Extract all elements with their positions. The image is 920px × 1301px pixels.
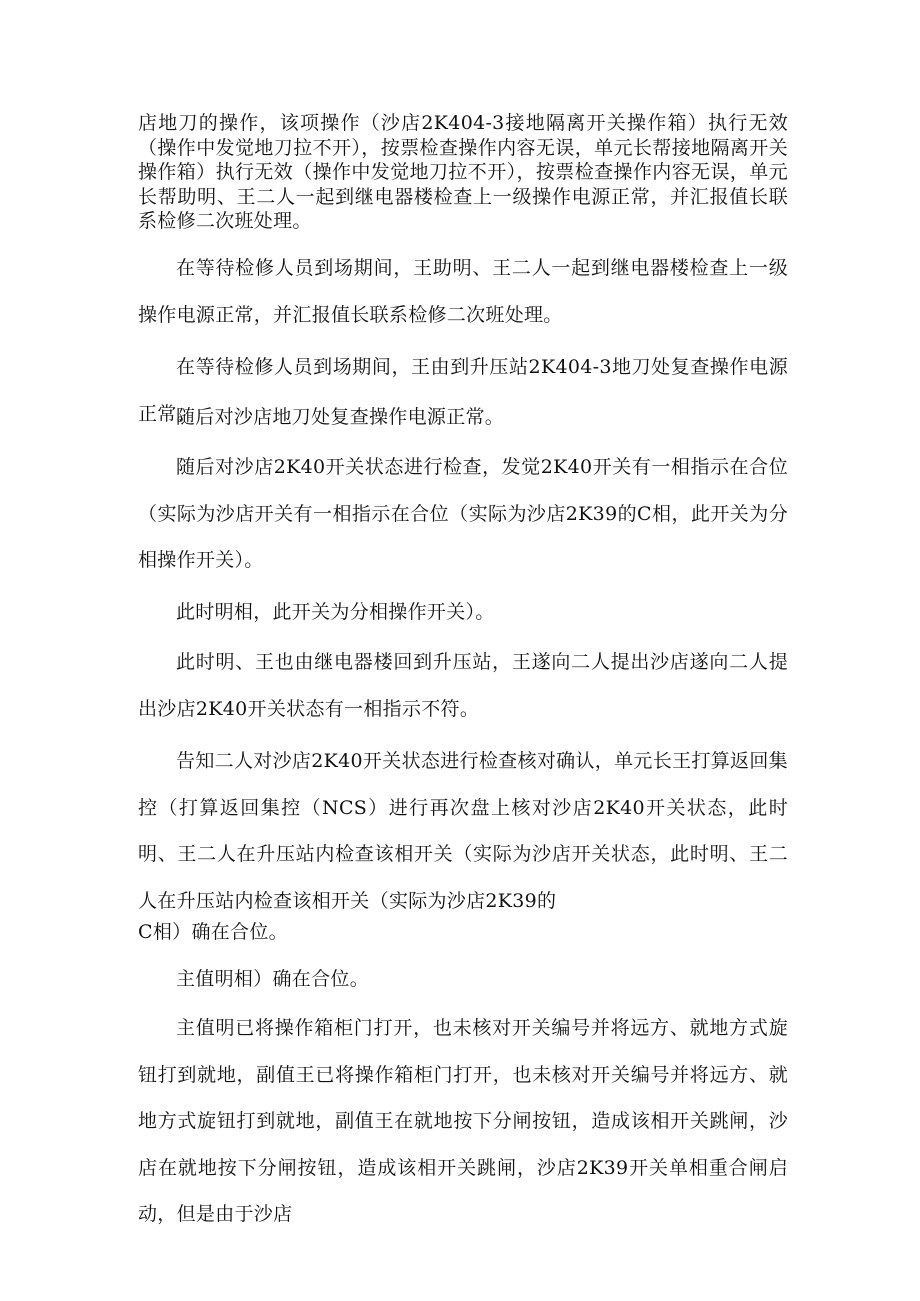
paragraph-6: 此时明相，此开关为分相操作开关）。: [176, 601, 495, 623]
paragraph-3: 在等待检修人员到场期间，王由到升压站2K404-3地刀处复查操作电源正常。: [138, 356, 788, 425]
paragraph-9: C相）确在合位。: [138, 921, 288, 943]
paragraph-11: 主值明已将操作箱柜门打开，也未核对开关编号并将远方、就地方式旋钮打到就地，副值王已将操作箱柜门打开，也未核对开关编号并将远方、就地方式旋钮打到就地，副值王在就地按下分闸按钮，造成该相开关跳闸，沙店在就地按下分闸按钮，造成该相开关跳闸，沙店2K39开关单相重合闸启动，但是由于沙店: [138, 1017, 788, 1225]
paragraph-10: 主值明相）确在合位。: [176, 968, 370, 990]
paragraph-2: 在等待检修人员到场期间，王助明、王二人一起到继电器楼检查上一级操作电源正常，并汇报值长联系检修二次班处理。: [138, 257, 788, 326]
paragraph-1: 店地刀的操作，该项操作（沙店2K404-3接地隔离开关操作箱）执行无效（操作中发觉地刀拉不开），按票检查操作内容无误，单元长帮接地隔离开关操作箱）执行无效（操作中发觉地刀拉不开），按票检查操作内容无误，单元长帮助明、王二人一起到继电器楼检查上一级操作电源正常，并汇报值长联系检修二次班处理。: [138, 112, 788, 232]
paragraph-5: 随后对沙店2K40开关状态进行检查，发觉2K40开关有一相指示在合位（实际为沙店开关有一相指示在合位（实际为沙店2K39的C相，此开关为分相操作开关）。: [138, 456, 788, 571]
paragraph-8: 告知二人对沙店2K40开关状态进行检查核对确认，单元长王打算返回集控（打算返回集控（NCS）进行再次盘上核对沙店2K40开关状态，此时明、王二人在升压站内检查该相开关（实际为沙店开关状态，此时明、王二人在升压站内检查该相开关（实际为沙店2K39的: [138, 750, 788, 912]
paragraph-7: 此时明、王也由继电器楼回到升压站，王遂向二人提出沙店遂向二人提出沙店2K40开关状态有一相指示不符。: [138, 651, 788, 720]
paragraph-4: 随后对沙店地刀处复查操作电源正常。: [176, 406, 505, 428]
